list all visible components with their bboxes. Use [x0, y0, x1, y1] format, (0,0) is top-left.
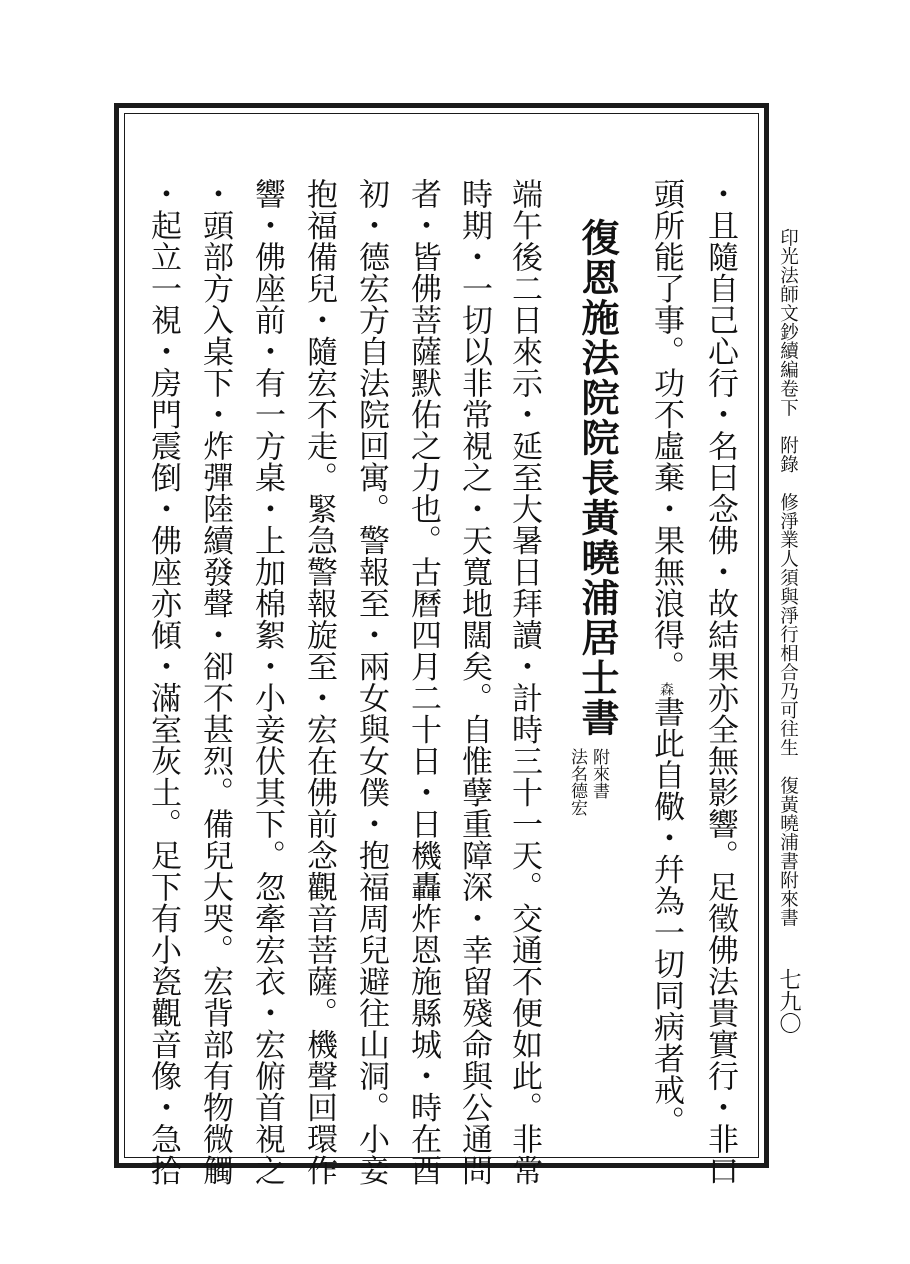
- text-column-2-tail: 書此自儆・幷為一切同病者戒。: [648, 696, 684, 1137]
- running-title: 印光法師文鈔續編卷下 附錄 修淨業人須與淨行相合乃可往生 復黃曉浦書附來書: [777, 228, 799, 928]
- text-column-8: 響・佛座前・有一方桌・上加棉絮・小妾伏其下。忽牽宏衣・宏俯首視之: [249, 178, 285, 1186]
- subtitle-dharma-name: 法名德宏: [567, 748, 587, 816]
- text-column-3: 端午後二日來示・延至大暑日拜讀・計時三十一天。交通不便如此。非常: [506, 178, 542, 1186]
- text-column-5: 者・皆佛菩薩默佑之力也。古曆四月二十日・日機轟炸恩施縣城・時在酉: [405, 178, 441, 1186]
- text-column-6: 初・德宏方自法院回寓。警報至・兩女與女僕・抱福周兒避往山洞。小妾: [353, 178, 389, 1186]
- page-number: 七九〇: [776, 968, 801, 1034]
- text-column-1: ・且隨自己心行・名曰念佛・故結果亦全無影響。足徵佛法貴實行・非口: [702, 178, 738, 1186]
- text-column-2: [648, 178, 684, 1137]
- text-column-10: ・起立一視・房門震倒・佛座亦傾・滿室灰土。足下有小瓷觀音像・急拾: [145, 178, 181, 1186]
- text-column-4: 時期・一切以非常視之・天寬地闊矣。自惟孽重障深・幸留殘命與公通問: [456, 178, 492, 1186]
- text-column-2-main: 頭所能了事。功不虛棄・果無浪得。: [648, 178, 684, 682]
- inline-note: 森: [658, 682, 674, 696]
- letter-title: 復恩施法院院長黃曉浦居士書: [575, 218, 620, 738]
- subtitle-attached-letter: 附來書: [589, 748, 609, 799]
- text-column-9: ・頭部方入桌下・炸彈陸續發聲・卻不甚烈。備兒大哭。宏背部有物微觸: [197, 178, 233, 1186]
- text-column-7: 抱福備兒・隨宏不走。緊急警報旋至・宏在佛前念觀音菩薩。機聲回環作: [301, 178, 337, 1186]
